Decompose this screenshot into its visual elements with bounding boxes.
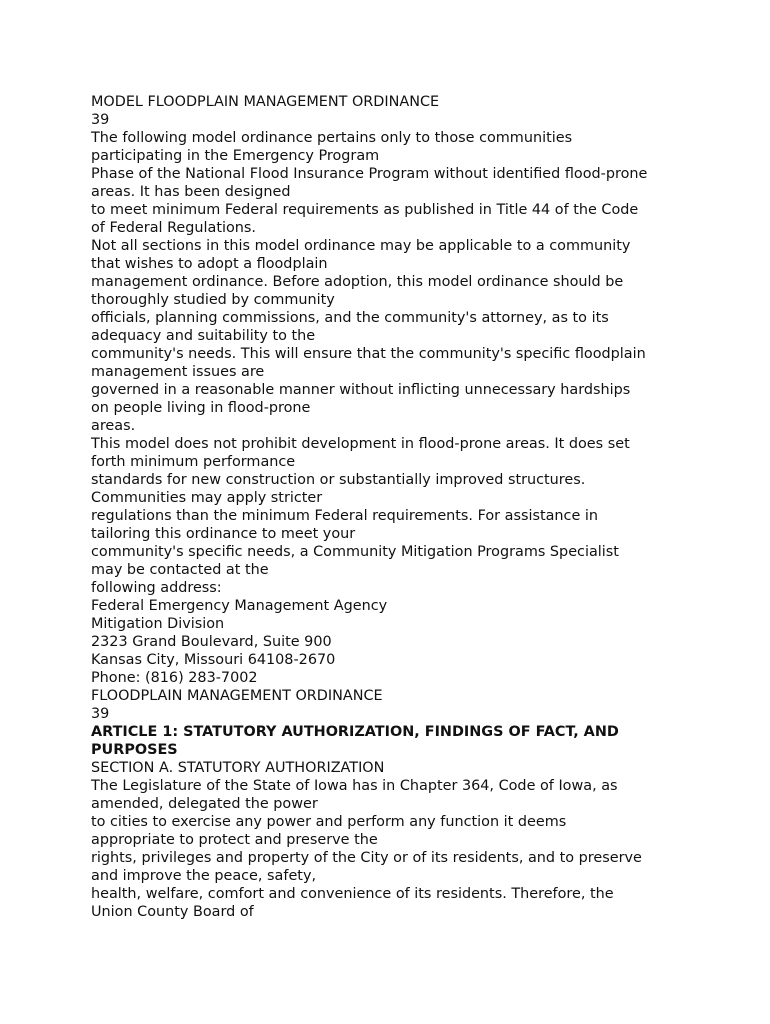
text-line: standards for new construction or substantially improved structures. [91,472,586,488]
text-line: amended, delegated the power [91,796,318,812]
text-line: that wishes to adopt a floodplain [91,256,328,272]
text-line: The Legislature of the State of Iowa has in Chapter 364, Code of Iowa, as [91,778,618,794]
text-line: management ordinance. Before adoption, this model ordinance should be [91,274,624,290]
text-line: to meet minimum Federal requirements as published in Title 44 of the Code [91,202,639,218]
text-line: tailoring this ordinance to meet your [91,526,356,542]
text-line: of Federal Regulations. [91,220,256,236]
text-line: regulations than the minimum Federal requirements. For assistance in [91,508,598,524]
text-line: This model does not prohibit development in flood-prone areas. It does set [91,436,630,452]
text-line: appropriate to protect and preserve the [91,832,378,848]
article-heading: ARTICLE 1: STATUTORY AUTHORIZATION, FINDINGS OF FACT, AND [91,724,619,740]
text-line: Phase of the National Flood Insurance Program without identified flood-prone [91,166,648,182]
section-heading: SECTION A. STATUTORY AUTHORIZATION [91,760,385,776]
text-line: The following model ordinance pertains only to those communities [91,130,573,146]
address-line: 2323 Grand Boulevard, Suite 900 [91,634,332,650]
article-heading: PURPOSES [91,742,178,758]
page-number: 39 [91,706,110,722]
text-line: governed in a reasonable manner without inflicting unnecessary hardships [91,382,631,398]
text-line: Communities may apply stricter [91,490,323,506]
text-line: community's needs. This will ensure that the community's specific floodplain [91,346,646,362]
document-page [91,93,691,921]
text-line: following address: [91,580,222,596]
text-line: adequacy and suitability to the [91,328,316,344]
text-line: thoroughly studied by community [91,292,335,308]
text-line: and improve the peace, safety, [91,868,317,884]
text-line: rights, privileges and property of the City or of its residents, and to preserve [91,850,642,866]
address-line: Kansas City, Missouri 64108-2670 [91,652,336,668]
ordinance-title: FLOODPLAIN MANAGEMENT ORDINANCE [91,688,383,704]
text-line: health, welfare, comfort and convenience of its residents. Therefore, the [91,886,614,902]
text-line: areas. It has been designed [91,184,291,200]
text-line: community's specific needs, a Community Mitigation Programs Specialist [91,544,619,560]
address-line: Mitigation Division [91,616,225,632]
text-line: on people living in flood-prone [91,400,311,416]
text-line: officials, planning commissions, and the community's attorney, as to its [91,310,609,326]
phone-line: Phone: (816) 283-7002 [91,670,258,686]
address-line: Federal Emergency Management Agency [91,598,388,614]
text-line: may be contacted at the [91,562,269,578]
text-line: management issues are [91,364,265,380]
text-line: areas. [91,418,136,434]
document-title: MODEL FLOODPLAIN MANAGEMENT ORDINANCE [91,94,440,110]
text-line: Union County Board of [91,904,254,920]
text-line: Not all sections in this model ordinance may be applicable to a community [91,238,631,254]
text-line: to cities to exercise any power and perform any function it deems [91,814,567,830]
page-number: 39 [91,112,110,128]
text-line: participating in the Emergency Program [91,148,380,164]
text-line: forth minimum performance [91,454,296,470]
